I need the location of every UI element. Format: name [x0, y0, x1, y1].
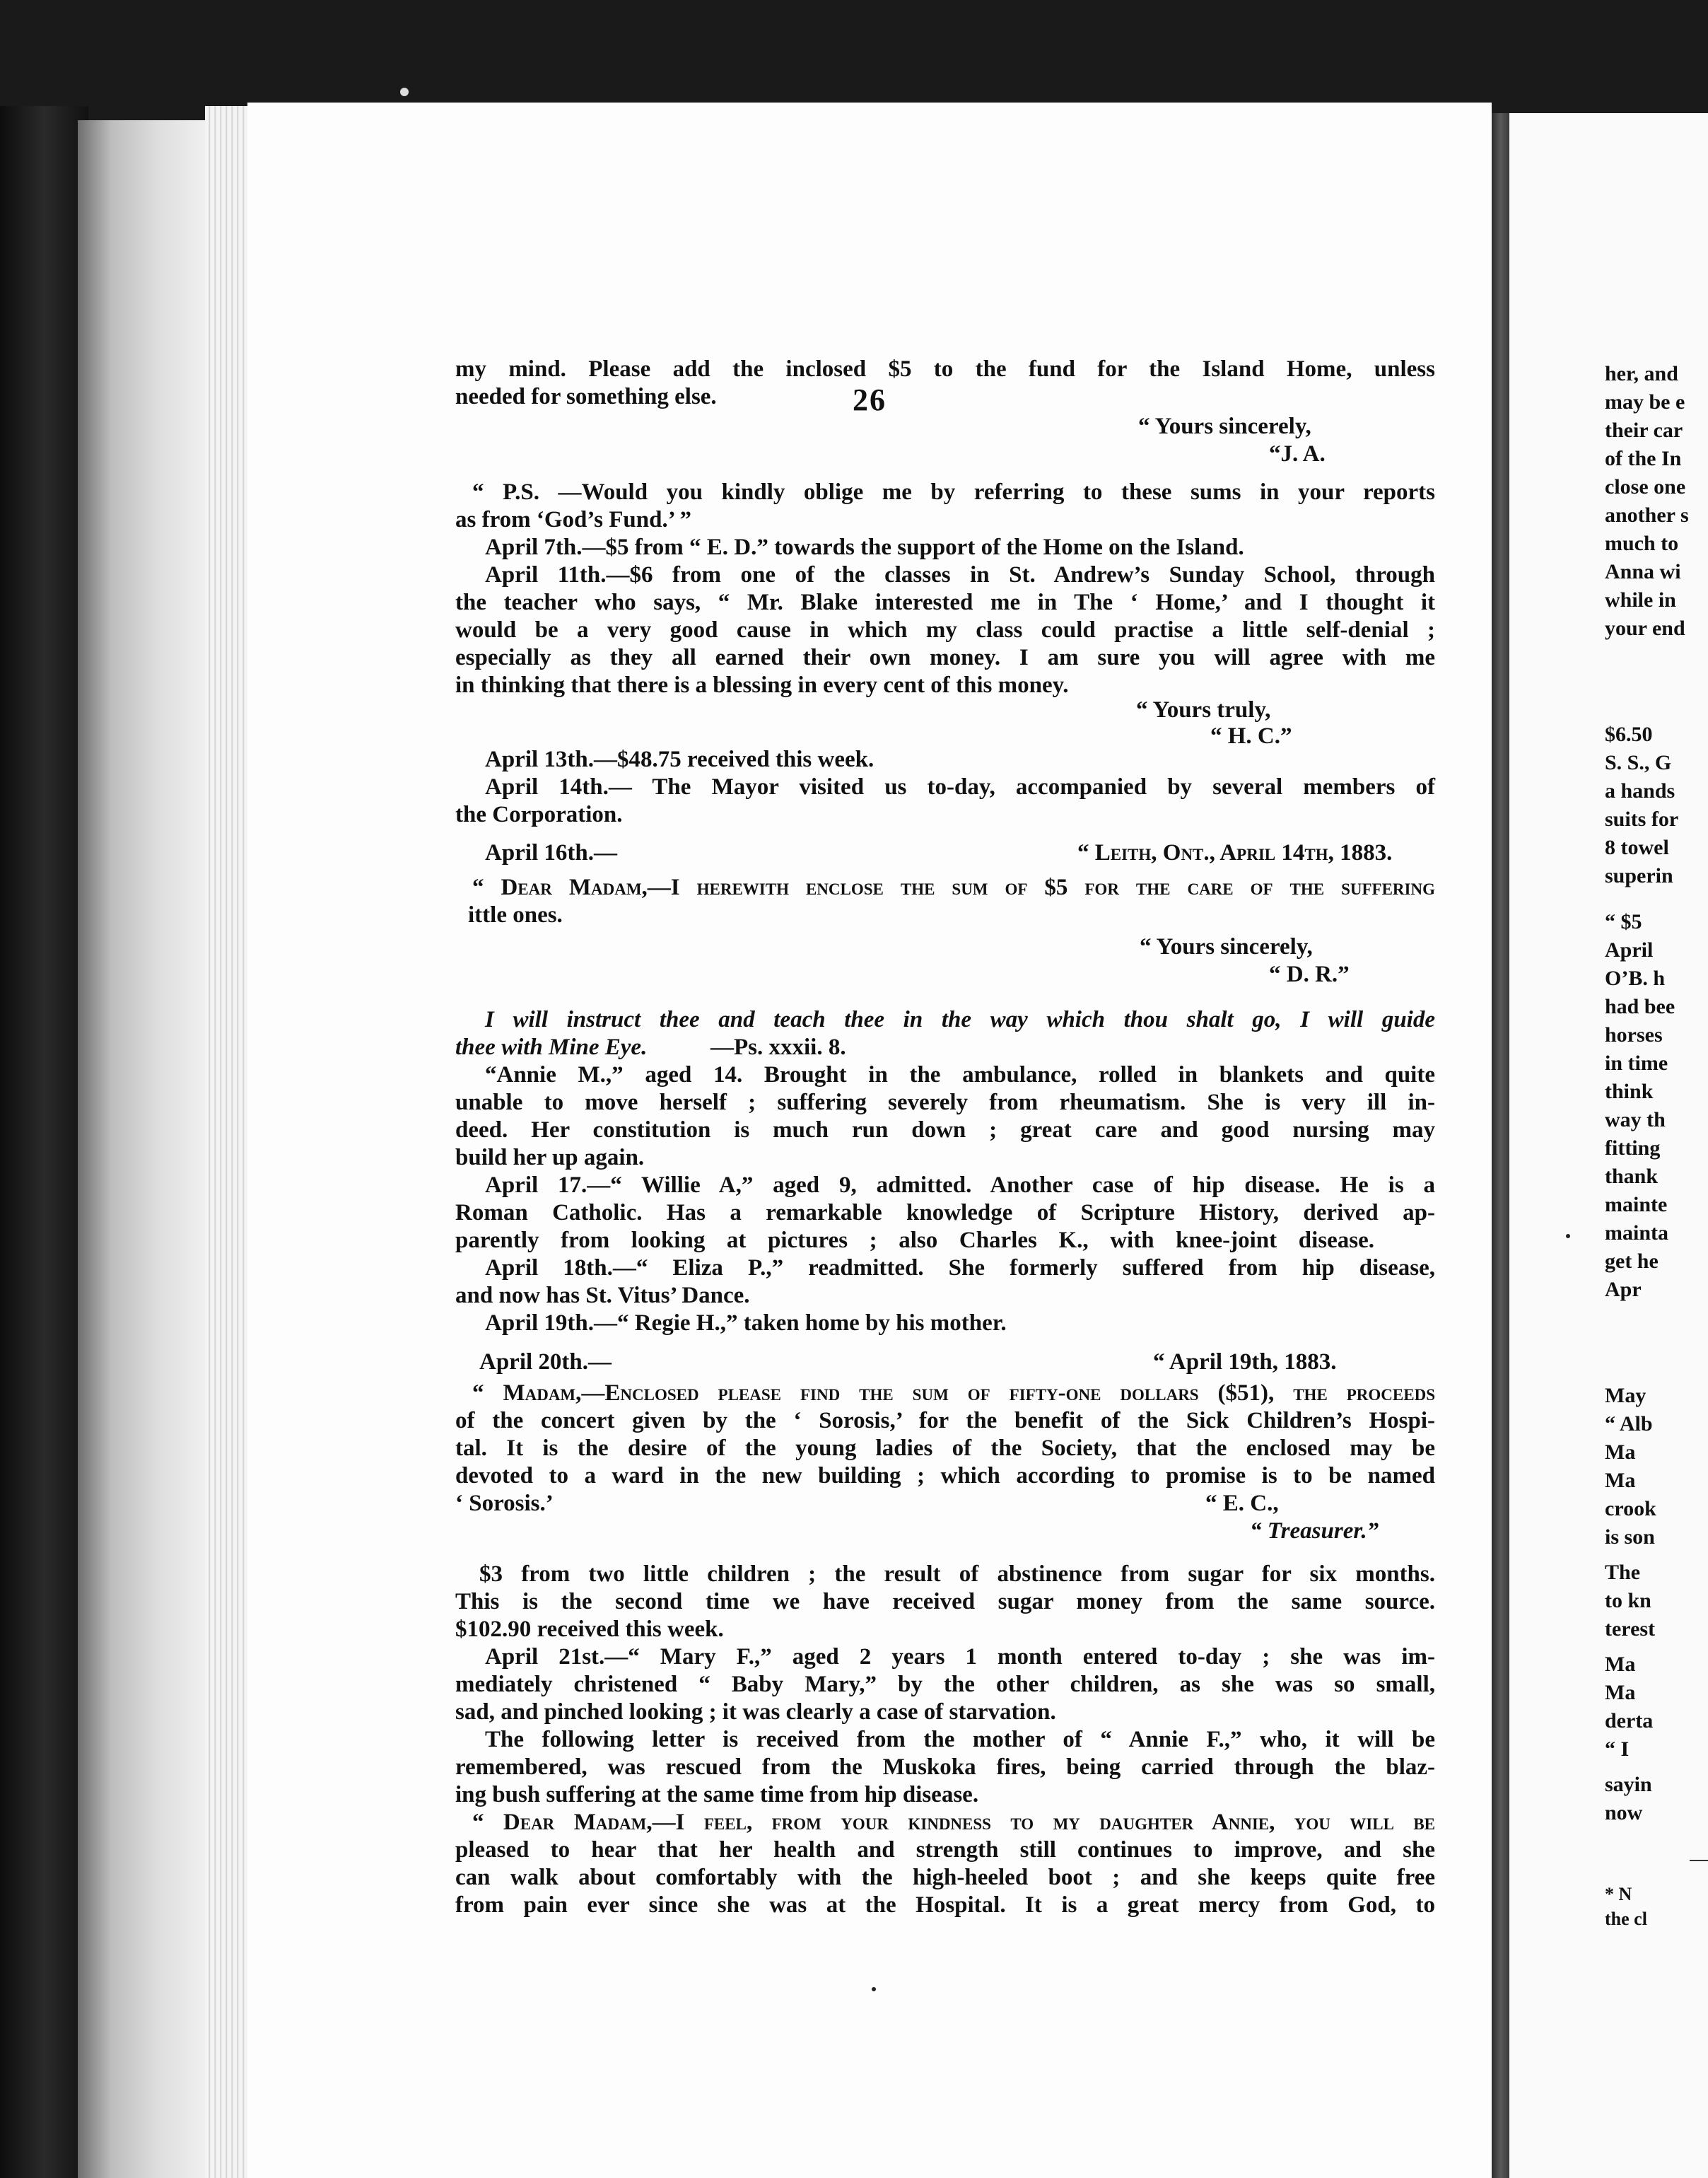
signature: “ E. C.,: [1205, 1491, 1279, 1516]
facing-fragment: may be e: [1605, 390, 1685, 414]
facing-fragment: a hands: [1605, 779, 1675, 803]
facing-fragment: Anna wi: [1605, 560, 1681, 583]
text-line: parently from looking at pictures ; also Charles K., with knee-joint disease.: [455, 1228, 1374, 1253]
facing-fragment: of the In: [1605, 447, 1682, 470]
facing-fragment: sayin: [1605, 1773, 1652, 1796]
signature: “ H. C.”: [1210, 723, 1292, 749]
text-line: April 18th.—“ Eliza P.,” readmitted. She formerly suffered from hip disease,: [485, 1255, 1435, 1281]
facing-footnote: the cl: [1605, 1909, 1647, 1929]
text-line: especially as they all earned their own money. I am sure you will agree with me: [455, 645, 1435, 670]
facing-fragment: crook: [1605, 1497, 1656, 1520]
text-line: April 7th.—$5 from “ E. D.” towards the support of the Home on the Island.: [485, 535, 1244, 560]
text-line: the Corporation.: [455, 802, 623, 827]
letter-dateline: “ Leith, Ont., April 14th, 1883.: [1077, 840, 1393, 866]
facing-fragment: fitting: [1605, 1136, 1661, 1160]
text-line: April 19th.—“ Regie H.,” taken home by his mother.: [485, 1310, 1007, 1336]
ink-speck: [400, 88, 409, 96]
text-line: “ P.S. —Would you kindly oblige me by referring to these sums in your reports: [472, 479, 1435, 505]
left-page-edge: [78, 120, 212, 2178]
text-line: unable to move herself ; suffering severely from rheumatism. She is very ill in-: [455, 1090, 1435, 1115]
facing-fragment: “ $5: [1605, 910, 1642, 933]
facing-fragment: thank: [1605, 1165, 1659, 1188]
facing-fragment: Ma: [1605, 1469, 1636, 1492]
facing-fragment: while in: [1605, 588, 1676, 612]
text-line: April 14th.— The Mayor visited us to-day, accompanied by several members of: [485, 774, 1435, 800]
signature: “ D. R.”: [1269, 962, 1350, 987]
facing-fragment: May: [1605, 1384, 1646, 1407]
facing-fragment: suits for: [1605, 808, 1679, 831]
facing-fragment: mainta: [1605, 1221, 1668, 1245]
page-number: 26: [853, 383, 887, 417]
facing-fragment: $6.50: [1605, 723, 1653, 746]
signoff: “ Yours sincerely,: [1140, 934, 1313, 960]
facing-fragment: had bee: [1605, 995, 1675, 1018]
text-line: April 17.—“ Willie A,” aged 9, admitted. Another case of hip disease. He is a: [485, 1172, 1435, 1198]
facing-fragment: derta: [1605, 1709, 1654, 1732]
facing-fragment: her, and: [1605, 362, 1678, 385]
signature-title: “ Treasurer.”: [1250, 1518, 1379, 1544]
facing-fragment: think: [1605, 1080, 1654, 1103]
facing-fragment: much to: [1605, 532, 1679, 555]
text-line: of the concert given by the ‘ Sorosis,’ for the benefit of the Sick Children’s Hospi-: [455, 1408, 1435, 1433]
text-line: $3 from two little children ; the result of abstinence from sugar for six months.: [479, 1561, 1435, 1587]
scripture-reference: —Ps. xxxii. 8.: [710, 1035, 846, 1060]
text-line: tal. It is the desire of the young ladies of the Society, that the enclosed may be: [455, 1436, 1435, 1461]
date-heading: April 20th.—: [479, 1349, 612, 1375]
facing-fragment: terest: [1605, 1617, 1656, 1641]
scripture-quote: thee with Mine Eye.: [455, 1035, 648, 1060]
facing-fragment: Ma: [1605, 1653, 1636, 1676]
text-line: and now has St. Vitus’ Dance.: [455, 1283, 750, 1308]
text-line: ‘ Sorosis.’: [455, 1491, 554, 1516]
signoff: “ Yours truly,: [1136, 697, 1271, 723]
text-line: “Annie M.,” aged 14. Brought in the ambulance, rolled in blankets and quite: [485, 1062, 1435, 1088]
date-heading: April 16th.—: [485, 840, 618, 866]
text-line: April 11th.—$6 from one of the classes in St. Andrew’s Sunday School, through: [485, 562, 1435, 588]
ink-speck: [1566, 1234, 1570, 1238]
facing-fragment: O’B. h: [1605, 967, 1666, 990]
text-line: $102.90 received this week.: [455, 1617, 724, 1642]
facing-fragment: your end: [1605, 617, 1685, 640]
facing-fragment: way th: [1605, 1108, 1666, 1131]
text-line: sad, and pinched looking ; it was clearly a case of starvation.: [455, 1699, 1056, 1725]
facing-fragment: Ma: [1605, 1440, 1636, 1464]
facing-page: [1509, 113, 1708, 2178]
binding-shadow: [0, 106, 88, 2178]
text-line: build her up again.: [455, 1145, 645, 1170]
facing-fragment: S. S., G: [1605, 751, 1672, 774]
facing-fragment: horses: [1605, 1023, 1663, 1047]
text-line: mediately christened “ Baby Mary,” by the other children, as she was so small,: [455, 1672, 1435, 1697]
facing-fragment: is son: [1605, 1525, 1655, 1549]
text-line: from pain ever since she was at the Hospital. It is a great mercy from God, to: [455, 1892, 1435, 1918]
text-line: April 21st.—“ Mary F.,” aged 2 years 1 month entered to-day ; she was im-: [485, 1644, 1435, 1670]
text-line: devoted to a ward in the new building ; which according to promise is to be named: [455, 1463, 1435, 1489]
ink-speck: [872, 1987, 876, 1991]
text-line: ittle ones.: [468, 902, 563, 928]
facing-fragment: Ma: [1605, 1681, 1636, 1704]
facing-fragment: their car: [1605, 419, 1683, 442]
facing-fragment: mainte: [1605, 1193, 1668, 1216]
text-line: would be a very good cause in which my class could practise a little self-denial ;: [455, 617, 1435, 643]
text-line: “ Dear Madam,—I feel, from your kindness to my daughter Annie, you will be: [472, 1810, 1435, 1835]
signoff: “ Yours sincerely,: [1138, 414, 1311, 439]
text-line: Roman Catholic. Has a remarkable knowledge of Scripture History, derived ap-: [455, 1200, 1435, 1225]
facing-fragment: April: [1605, 938, 1654, 962]
facing-fragment: get he: [1605, 1250, 1659, 1273]
facing-fragment: Apr: [1605, 1278, 1642, 1301]
gutter-shadow: [1492, 113, 1509, 2178]
text-line: remembered, was rescued from the Muskoka fires, being carried through the blaz-: [455, 1754, 1435, 1780]
text-line: April 13th.—$48.75 received this week.: [485, 747, 875, 772]
facing-footnote: * N: [1605, 1884, 1632, 1904]
facing-fragment: 8 towel: [1605, 836, 1669, 859]
signature: “J. A.: [1269, 441, 1326, 467]
text-line: This is the second time we have received sugar money from the same source.: [455, 1589, 1435, 1614]
text-line: in thinking that there is a blessing in every cent of this money.: [455, 672, 1069, 698]
facing-fragment: The: [1605, 1561, 1641, 1584]
letter-dateline: “ April 19th, 1883.: [1153, 1349, 1337, 1375]
text-line: pleased to hear that her health and strength still continues to improve, and she: [455, 1837, 1435, 1863]
facing-fragment: “ I: [1605, 1737, 1630, 1761]
text-line: needed for something else.: [455, 384, 717, 409]
text-line: my mind. Please add the inclosed $5 to the fund for the Island Home, unless: [455, 356, 1435, 382]
facing-fragment: another s: [1605, 503, 1689, 527]
facing-fragment: close one: [1605, 475, 1686, 499]
facing-fragment: superin: [1605, 864, 1673, 887]
text-line: ing bush suffering at the same time from hip disease.: [455, 1782, 979, 1807]
facing-fragment: now: [1605, 1801, 1643, 1824]
text-line: “ Madam,—Enclosed please find the sum of fifty-one dollars ($51), the proceeds: [472, 1380, 1435, 1406]
facing-fragment: “ Alb: [1605, 1412, 1653, 1436]
text-line: can walk about comfortably with the high-heeled boot ; and she keeps quite free: [455, 1865, 1435, 1890]
footnote-rule: [1690, 1860, 1708, 1861]
text-line: “ Dear Madam,—I herewith enclose the sum of $5 for the care of the suffering: [472, 875, 1435, 900]
text-line: deed. Her constitution is much run down ; great care and good nursing may: [455, 1117, 1435, 1143]
facing-fragment: in time: [1605, 1052, 1668, 1075]
scripture-quote: I will instruct thee and teach thee in the way which thou shalt go, I will guide: [485, 1007, 1435, 1032]
text-line: the teacher who says, “ Mr. Blake interested me in The ‘ Home,’ and I thought it: [455, 590, 1435, 615]
facing-fragment: to kn: [1605, 1589, 1651, 1612]
text-line: as from ‘God’s Fund.’ ”: [455, 507, 691, 532]
text-line: The following letter is received from the mother of “ Annie F.,” who, it will be: [485, 1727, 1435, 1752]
